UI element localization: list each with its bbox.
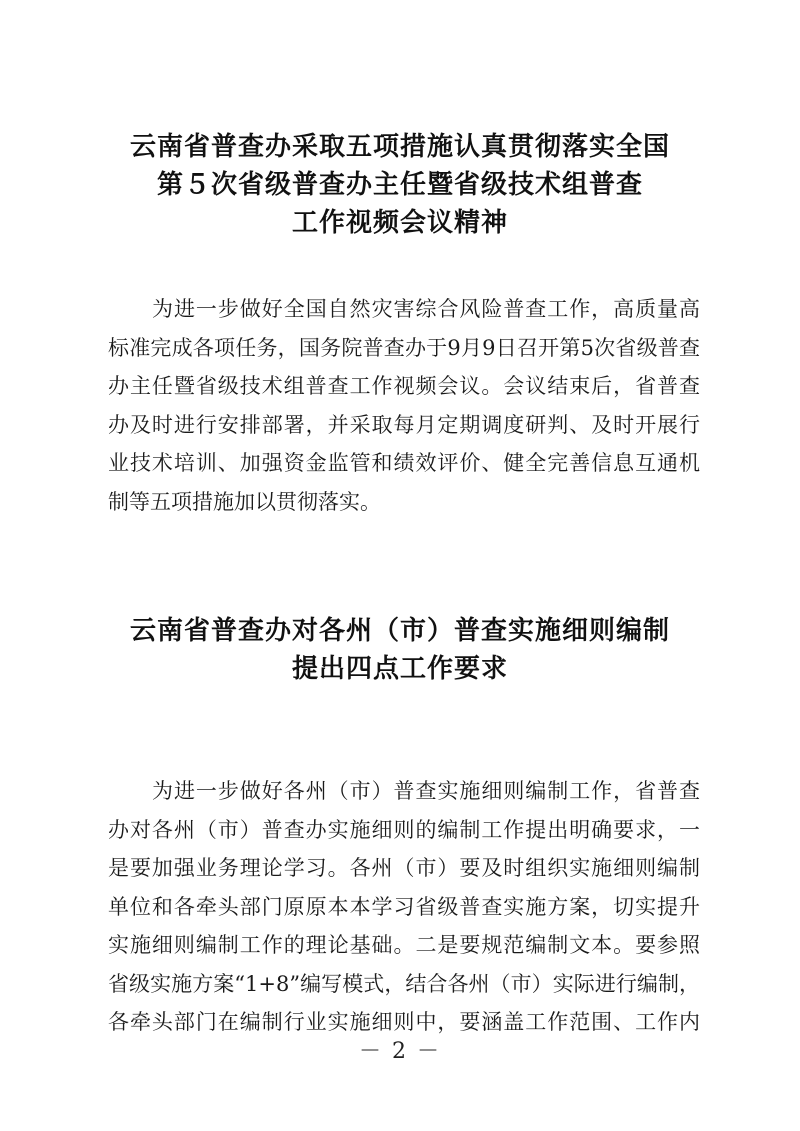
article-2-body [108,772,700,1042]
article-1-body-line: 标准完成各项任务，国务院普查办于9月9日召开第5次省级普查 [108,335,700,360]
article-2-body-line: 单位和各牵头部门原原本本学习省级普查实施方案，切实提升 [108,894,700,919]
article-2-body-line: 是要加强业务理论学习。各州（市）要及时组织实施细则编制 [108,856,700,880]
article-2-body-line: 实施细则编制工作的理论基础。二是要规范编制文本。要参照 [108,933,700,957]
article-1-body-line: 为进一步做好全国自然灾害综合风险普查工作，高质量高 [152,297,700,321]
page-number: － 2 － [359,1039,441,1064]
article-2-body-line: 各牵头部门在编制行业实施细则中，要涵盖工作范围、工作内 [108,1010,700,1034]
article-2-body-line: 办对各州（市）普查办实施细则的编制工作提出明确要求，一 [108,817,700,842]
article-1-body [108,290,700,521]
article-2-title-line: 提出四点工作要求 [291,654,508,684]
article-2-title [100,612,700,688]
article-1-body-line: 办及时进行安排部署，并采取每月定期调度研判、及时开展行 [108,412,700,437]
article-2-body-line: 省级实施方案“1+8”编写模式，结合各州（市）实际进行编制， [108,971,700,996]
article-1-title-line: 工作视频会议精神 [291,208,508,238]
article-1-title [100,128,700,242]
article-1-body-line: 办主任暨省级技术组普查工作视频会议。会议结束后，省普查 [108,374,700,398]
article-1-title-line: 云南省普查办采取五项措施认真贯彻落实全国 [129,132,670,162]
article-1-title-line: 第５次省级普查办主任暨省级技术组普查 [156,170,643,200]
article-2-title-line: 云南省普查办对各州（市）普查实施细则编制 [129,616,670,646]
article-1-body-line: 制等五项措施加以贯彻落实。 [108,489,381,514]
article-1-body-line: 业技术培训、加强资金监管和绩效评价、健全完善信息互通机 [108,451,700,475]
article-2-body-line: 为进一步做好各州（市）普查实施细则编制工作，省普查 [152,779,700,803]
